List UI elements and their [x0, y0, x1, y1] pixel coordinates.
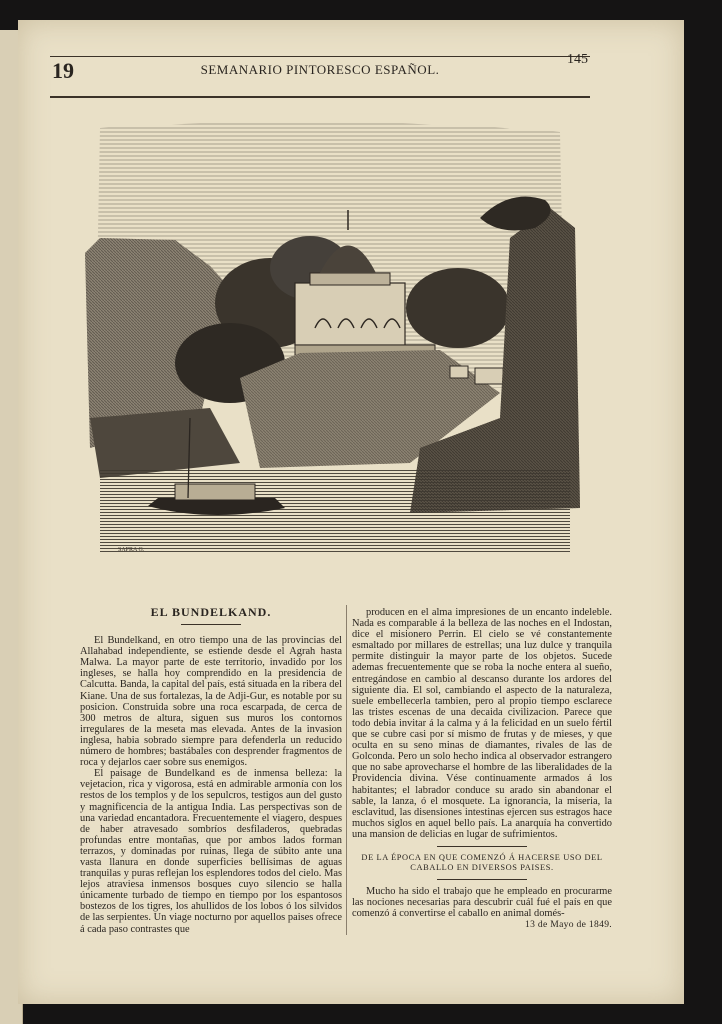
section-rule — [437, 846, 527, 847]
right-column — [352, 607, 612, 930]
header-rule-top — [50, 56, 590, 57]
left-column — [80, 607, 342, 935]
column-divider — [346, 605, 347, 935]
paragraph: El Bundelkand, en otro tiempo una de las provincias del Allahabad independiente, se estiende desde el Agrah hasta Malwa. La mayor parte de este territorio, invadido por los ingleses, se halla hoy comprendido en la presidencia de Calcutta. Banda, la capital del país, está situada en la ribera del Kiane. Una de sus fortalezas, la de Adji-Gur, es notable por su posicion. Construida sobre una roca escarpada, de cerca de 300 metros de altura, siguen sus muros los contornos irregulares de la meseta mas elevada. Antes de la invasion inglesa, habia sobrado siempre para defenderla un reducido número de hombres; bastábales con desprender fragmentos de roca y dejarlos caer sobre sus enemigos. — [80, 635, 342, 769]
header-rule-bottom — [50, 96, 590, 98]
left-column-text — [80, 635, 342, 935]
issue-number: 19 — [52, 58, 74, 83]
paragraph: producen en el alma impresiones de un encanto indeleble. Nada es comparable á la belleza de las noches en el Indostan, dice el misionero Perrin. El cielo se vé constantemente esmaltado por millares de estrellas; una luz dulce y tranquila permite distinguir la mayor parte de los objetos. Sucede ademas frecuentemente que se roba la noche entera al sueño, entregándose en cambio al descanso durante los ardores del siguiente dia. El sol, cambiando el aspecto de la naturaleza, suele embellecerla tambien, pero al propio tiempo esclarece las tristes escenas de una decaida civilizacion. Parece que todo debia invitar á la calma y á la felicidad en un suelo fértil que se cubre casi por sí mismo de frutas y de mieses, y que oculta en su seno minas de diamantes, rivales de las de Golconda. Pero un solo hecho indica al observador estrangero que no sabe aprovecharse el hombre de las liberalidades de la Providencia divina. Vése continuamente armados á los habitantes; el labrador conduce su arado sin abandonar el sable, la lanza, ó el mosquete. La ignorancia, la miseria, la esclavitud, las disensiones intestinas ejercen sus estragos hace muchos siglos en aquel bello país. La anarquía ha convertido una mansion de delicias en lugar de sufrimientos. — [352, 607, 612, 840]
section-rule — [437, 879, 527, 880]
title-rule — [181, 624, 241, 625]
page-number: 145 — [567, 52, 588, 67]
next-article-title: DE LA ÉPOCA EN QUE COMENZÓ Á HACERSE USO DEL CABALLO EN DIVERSOS PAISES. — [361, 852, 603, 872]
article-title: EL BUNDELKAND. — [150, 605, 272, 619]
paragraph: Mucho ha sido el trabajo que he empleado en procurarme las nociones necesarias para descubrir cuál fué el país en que comenzó á convertirse el caballo en animal domés- — [352, 885, 612, 920]
page-header — [50, 52, 590, 88]
paragraph: El paisage de Bundelkand es de inmensa belleza: la vejetacion, rica y vigorosa, está en admirable armonía con los restos de los templos y de los sepulcros, testigos aun del gusto y magnificencia de la antigua India. Las perspectivas son de una variedad encantadora. Frecuentemente el viagero, despues de haber atravesado sombríos desfiladeros, quebradas profundas entre montañas, que por ambos lados forman terrazos, y dominadas por ruinas, llega de súbito ante una vasta llanura en donde superficies bellísimas de aguas tranquilas y puras reflejan los esplendores todos del cielo. Mas lejos atraviesa inmensos bosques cuyo silencio se halla únicamente turbado de tiempo en tiempo por los espantosos bostezos de los tigres, los ahullidos de los lobos ó los silvidos de las serpientes. Un viage nocturno por aquellos paises ofrece á cada paso contrastes que — [80, 768, 342, 935]
magazine-title: SEMANARIO PINTORESCO ESPAÑOL. — [200, 62, 440, 77]
engraving-illustration — [80, 118, 580, 568]
dateline: 13 de Mayo de 1849. — [525, 919, 612, 931]
engraver-signature: SAPRA G. — [118, 547, 145, 553]
